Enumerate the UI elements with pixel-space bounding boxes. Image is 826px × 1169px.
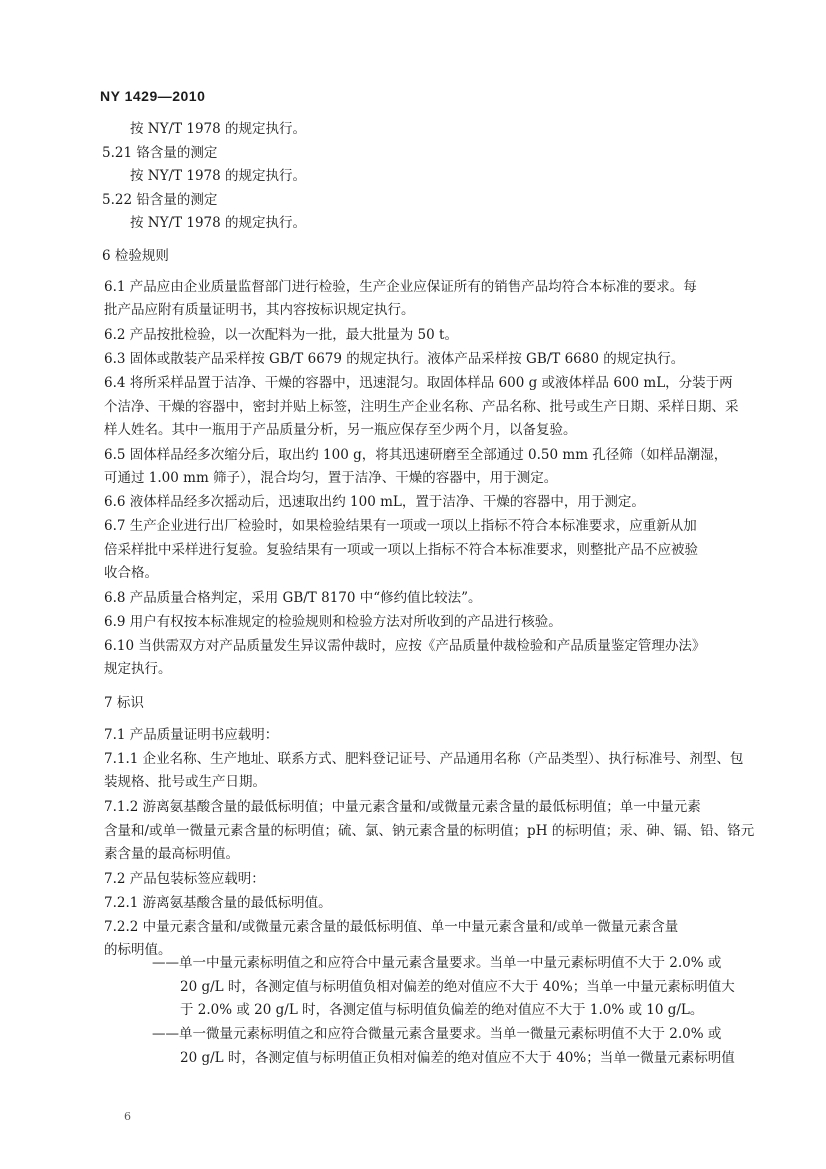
text-line-l07: 6.1 产品应由企业质量监督部门进行检验，生产企业应保证所有的销售产品均符合本标准的要求。每 — [104, 279, 697, 295]
text-line-l05: 按 NY/T 1978 的规定执行。 — [130, 215, 307, 231]
text-line-l03: 按 NY/T 1978 的规定执行。 — [130, 168, 307, 184]
text-line-l14: 6.5 固体样品经多次缩分后，取出约 100 g，将其迅速研磨至全部通过 0.50 mm 孔径筛（如样品潮湿， — [104, 447, 728, 463]
text-line-l12: 个洁净、干燥的容器中，密封并贴上标签，注明生产企业名称、产品名称、批号或生产日期、采样日期、采 — [104, 399, 739, 415]
text-line-l29: 含量和/或单一微量元素含量的标明值；硫、氯、钠元素含量的标明值；pH 的标明值；汞、砷、镉、铅、铬元 — [104, 823, 755, 839]
text-line-l17: 6.7 生产企业进行出厂检验时，如果检验结果有一项或一项以上指标不符合本标准要求，应重新从加 — [104, 518, 697, 534]
text-line-l31: 7.2 产品包装标签应载明： — [104, 871, 265, 887]
page-number: 6 — [124, 1110, 131, 1123]
text-line-l08: 批产品应附有质量证明书，其内容按标识规定执行。 — [104, 302, 415, 318]
text-line-l06: 6 检验规则 — [102, 248, 169, 264]
standard-number-header: NY 1429—2010 — [100, 88, 206, 104]
text-line-l35: ——单一中量元素标明值之和应符合中量元素含量要求。当单一中量元素标明值不大于 2.0% 或 — [152, 955, 722, 971]
text-line-l24: 7 标识 — [104, 695, 144, 711]
text-line-l25: 7.1 产品质量证明书应载明： — [104, 727, 279, 743]
text-line-l04: 5.22 铅含量的测定 — [102, 192, 218, 208]
text-line-l38: ——单一微量元素标明值之和应符合微量元素含量要求。当单一微量元素标明值不大于 2.0% 或 — [152, 1026, 722, 1042]
text-line-l30: 素含量的最高标明值。 — [104, 846, 239, 862]
text-line-l21: 6.9 用户有权按本标准规定的检验规则和检验方法对所收到的产品进行核验。 — [104, 614, 562, 630]
text-line-l34: 的标明值。 — [104, 942, 172, 958]
text-line-l02: 5.21 铬含量的测定 — [102, 145, 218, 161]
text-line-l28: 7.1.2 游离氨基酸含量的最低标明值；中量元素含量和/或微量元素含量的最低标明值；单一中量元素 — [104, 799, 701, 815]
text-line-l19: 收合格。 — [104, 565, 158, 581]
text-line-l22: 6.10 当供需双方对产品质量发生异议需仲裁时，应按《产品质量仲裁检验和产品质量鉴定管理办法》 — [104, 638, 706, 654]
text-line-l27: 装规格、批号或生产日期。 — [104, 774, 266, 790]
text-line-l36: 20 g/L 时，各测定值与标明值负相对偏差的绝对值应不大于 40%；当单一中量元素标明值大 — [180, 979, 735, 995]
text-line-l23: 规定执行。 — [104, 661, 172, 677]
text-line-l16: 6.6 液体样品经多次摇动后，迅速取出约 100 mL，置于洁净、干燥的容器中，用于测定。 — [104, 494, 645, 510]
text-line-l15: 可通过 1.00 mm 筛子），混合均匀，置于洁净、干燥的容器中，用于测定。 — [104, 470, 558, 486]
text-line-l13: 样人姓名。其中一瓶用于产品质量分析，另一瓶应保存至少两个月，以备复验。 — [104, 422, 577, 438]
text-line-l01: 按 NY/T 1978 的规定执行。 — [130, 121, 307, 137]
text-line-l11: 6.4 将所采样品置于洁净、干燥的容器中，迅速混匀。取固体样品 600 g 或液体样品 600 mL，分装于两 — [104, 375, 733, 391]
text-line-l10: 6.3 固体或散装产品采样按 GB/T 6679 的规定执行。液体产品采样按 GB/T 6680 的规定执行。 — [104, 351, 685, 367]
text-line-l32: 7.2.1 游离氨基酸含量的最低标明值。 — [104, 895, 332, 911]
text-line-l39: 20 g/L 时，各测定值与标明值正负相对偏差的绝对值应不大于 40%；当单一微量元素标明值 — [180, 1050, 735, 1066]
text-line-l33: 7.2.2 中量元素含量和/或微量元素含量的最低标明值、单一中量元素含量和/或单一微量元素含量 — [104, 919, 679, 935]
text-line-l09: 6.2 产品按批检验，以一次配料为一批，最大批量为 50 t。 — [104, 327, 458, 343]
text-line-l26: 7.1.1 企业名称、生产地址、联系方式、肥料登记证号、产品通用名称（产品类型）、执行标准号、剂型、包 — [104, 751, 744, 767]
text-line-l37: 于 2.0% 或 20 g/L 时，各测定值与标明值负偏差的绝对值应不大于 1.0% 或 10 g/L。 — [180, 1002, 704, 1018]
text-line-l20: 6.8 产品质量合格判定，采用 GB/T 8170 中“修约值比较法”。 — [104, 590, 482, 606]
text-line-l18: 倍采样批中采样进行复验。复验结果有一项或一项以上指标不符合本标准要求，则整批产品不应被验 — [104, 542, 698, 558]
